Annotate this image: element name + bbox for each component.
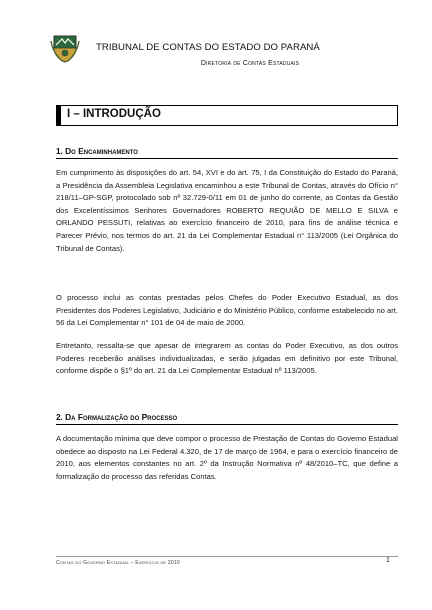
section-title: Da Formalização do Processo <box>65 412 178 422</box>
page-number: 1 <box>386 557 390 564</box>
section-heading-1 <box>56 146 398 159</box>
paragraph: Em cumprimento às disposições do art. 54, XVI e do art. 75, I da Constituição do Estado do Paraná, a Presidência da Assembleia Legislativa encaminhou a este Tribunal de Contas, através do Ofício n° 218/11–GP-SGP, protocolado sob nº 32.729-0/11 em 01 de junho do corrente, as Contas da Gestão dos Excelentíssimos Senhores Governadores ROBERTO REQUIÃO DE MELLO E SILVA e ORLANDO PESSUTI, relativas ao exercício financeiro de 2010, para fins de análise técnica e Parecer Prévio, nos termos do art. 21 da Lei Complementar Estadual n° 113/2005 (Lei Orgânica do Tribunal de Contas). <box>56 168 398 253</box>
organization-title: TRIBUNAL DE CONTAS DO ESTADO DO PARANÁ <box>96 42 320 53</box>
paragraph: A documentação mínima que deve compor o processo de Prestação de Contas do Governo Estadual obedece ao disposto na Lei Federal 4.320, de 17 de março de 1964, e para o exercício financeiro de 2010, aos elementos constantes no art. 2º da Instrução Normativa nº 48/2010–TC, que define a formalização do processo das referidas Contas. <box>56 434 398 481</box>
section-heading-2 <box>56 412 398 425</box>
footer-divider <box>56 556 398 557</box>
department-name: Diretoria de Contas Estaduais <box>200 60 300 67</box>
parana-coat-of-arms-icon <box>50 33 80 63</box>
section-title: Do Encaminhamento <box>65 146 138 156</box>
footer-text: Contas do Governo Estadual – Exercício de 2010 <box>56 560 180 566</box>
paragraph: Entretanto, ressalta-se que apesar de integrarem as contas do Poder Executivo, as dos outros Poderes receberão análises individualizadas, e serão julgadas em definitivo por este Tribunal, conforme dispõe o §1º do art. 21 da Lei Complementar Estadual nº 113/2005. <box>56 341 398 376</box>
section-number: 1. <box>56 147 63 156</box>
chapter-title: I – INTRODUÇÃO <box>67 108 161 120</box>
chapter-heading-box <box>56 105 398 126</box>
section-number: 2. <box>56 413 63 422</box>
paragraph: O processo inclui as contas prestadas pelos Chefes do Poder Executivo Estadual, as dos Presidentes dos Poderes Legislativo, Judiciário e do Ministério Público, conforme estabelecido no art. 56 da Lei Complementar n° 101 de 04 de maio de 2000. <box>56 293 398 328</box>
